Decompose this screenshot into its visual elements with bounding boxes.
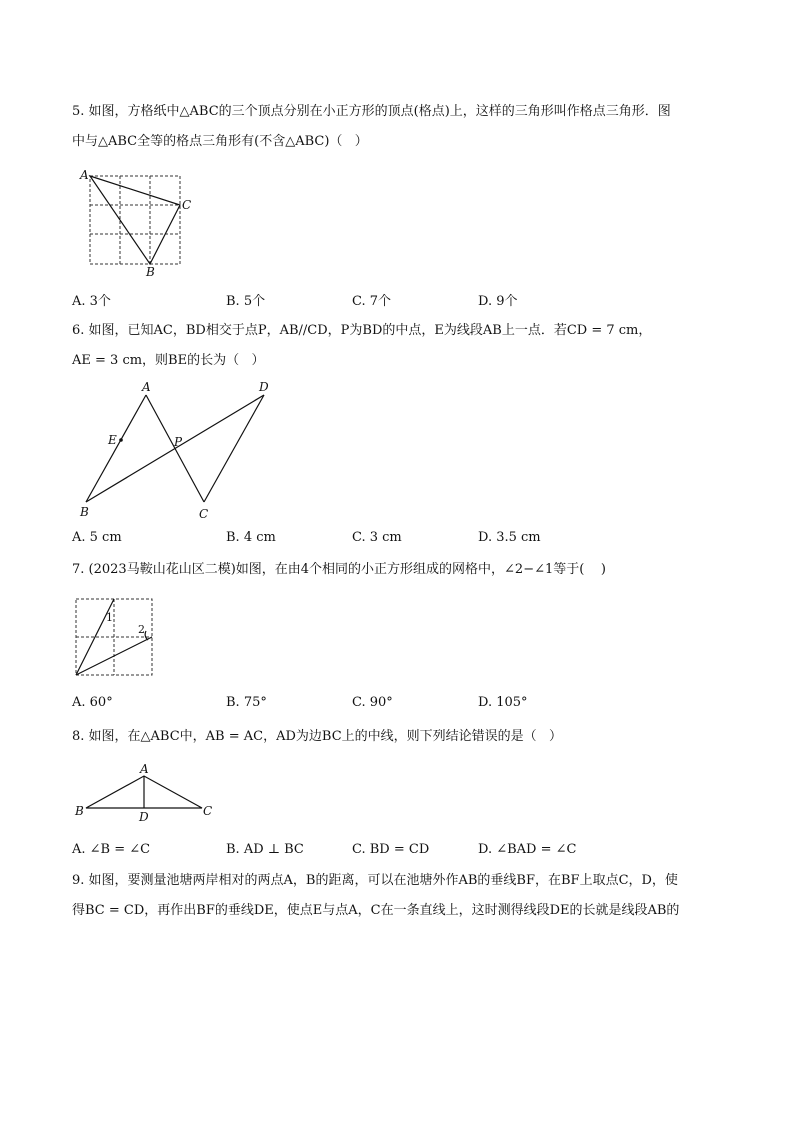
question-9-line-2: 得BC = CD，再作出BF的垂线DE，使点E与点A，C在一条直线上，这时测得线段DE的长就是线段AB的 [72, 903, 680, 918]
q6-option-c[interactable]: C. 3 cm [352, 530, 402, 545]
q6-option-a[interactable]: A. 5 cm [72, 530, 122, 545]
question-9-text [72, 866, 722, 926]
question-7-text [72, 555, 722, 585]
question-7-figure [76, 597, 156, 677]
question-6-figure [78, 380, 278, 520]
q8-option-c[interactable]: C. BD = CD [352, 842, 430, 857]
q7-option-b[interactable]: B. 75° [226, 695, 267, 710]
question-7-options [72, 695, 722, 715]
q8-label-b: B [75, 804, 84, 818]
question-6-options [72, 530, 722, 550]
q8-option-b[interactable]: B. AD ⊥ BC [226, 842, 304, 857]
question-8-line-1: 8. 如图，在△ABC中，AB = AC，AD为边BC上的中线，则下列结论错误的是（ ） [72, 729, 563, 744]
q7-option-a[interactable]: A. 60° [72, 695, 113, 710]
q6-label-p: P [174, 435, 183, 449]
question-6-line-1: 6. 如图，已知AC，BD相交于点P，AB//CD，P为BD的中点，E为线段AB上一点．若CD = 7 cm， [72, 323, 652, 338]
q8-option-a[interactable]: A. ∠B = ∠C [72, 842, 151, 857]
q7-option-d[interactable]: D. 105° [478, 695, 528, 710]
q5-option-c[interactable]: C. 7个 [352, 294, 392, 309]
q6-option-d[interactable]: D. 3.5 cm [478, 530, 541, 545]
q7-label-2: 2 [138, 623, 145, 636]
q5-label-b: B [146, 265, 155, 279]
question-8-figure [74, 762, 224, 824]
question-7-line-1: 7. (2023马鞍山花山区二模)如图，在由4个相同的小正方形组成的网格中，∠2−∠1等于( ) [72, 562, 606, 577]
question-5-options [72, 290, 722, 310]
question-6-line-2: AE = 3 cm，则BE的长为（ ） [72, 353, 265, 368]
q8-option-d[interactable]: D. ∠BAD = ∠C [478, 842, 577, 857]
q5-label-a: A [80, 168, 89, 182]
question-5-line-2: 中与△ABC全等的格点三角形有(不含△ABC)（ ） [72, 134, 368, 149]
question-5-line-1: 5. 如图，方格纸中△ABC的三个顶点分别在小正方形的顶点(格点)上，这样的三角形叫作格点三角形．图 [72, 104, 671, 119]
q5-label-c: C [182, 198, 192, 212]
question-6-text [72, 316, 722, 376]
question-9-line-1: 9. 如图，要测量池塘两岸相对的两点A，B的距离，可以在池塘外作AB的垂线BF，在BF上取点C，D，使 [72, 873, 678, 888]
q7-option-c[interactable]: C. 90° [352, 695, 393, 710]
q8-label-a: A [140, 762, 149, 776]
q6-label-d: D [259, 380, 269, 394]
q7-label-1: 1 [106, 611, 113, 624]
q6-label-a: A [142, 380, 151, 394]
q6-label-e: E [108, 433, 117, 447]
question-8-text [72, 722, 722, 752]
question-5-figure [78, 168, 198, 280]
q6-label-c: C [199, 507, 209, 521]
q8-label-d: D [139, 810, 149, 824]
q5-option-a[interactable]: A. 3个 [72, 294, 111, 309]
q5-option-b[interactable]: B. 5个 [226, 294, 266, 309]
q8-label-c: C [203, 804, 213, 818]
q6-label-b: B [80, 505, 89, 519]
question-5-text [72, 97, 722, 157]
q5-option-d[interactable]: D. 9个 [478, 294, 518, 309]
q6-option-b[interactable]: B. 4 cm [226, 530, 276, 545]
question-8-options [72, 842, 722, 862]
